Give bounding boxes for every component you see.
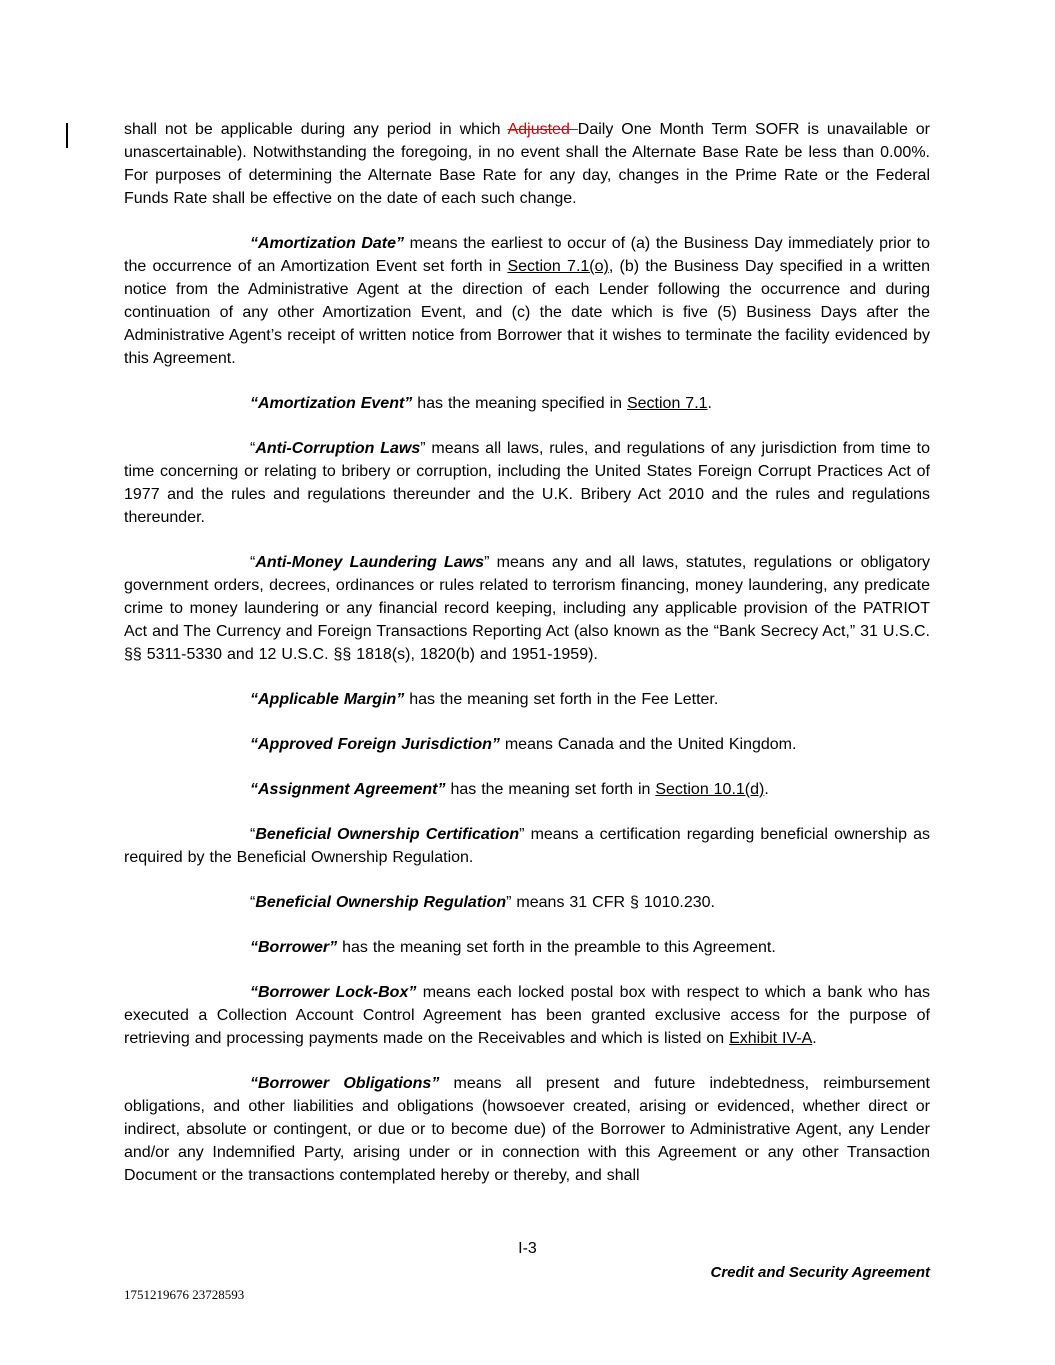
revision-change-bar [66,123,68,148]
text-run: ” means any and all laws, statutes, regulations or obligatory government orders, decrees, ordinances or rules related to terrorism financing, money laundering, any predicate crime to money laundering or any financial record keeping, including any applicable provision of the PATRIOT Act and The Currency and Foreign Transactions Reporting Act (also known as the “Bank Secrecy Act,” 31 U.S.C. §§ 5311-5330 and 12 U.S.C. §§ 1818(s), 1820(b) and 1951-1959). [124,554,930,663]
paragraph [124,733,930,756]
text-run: ” means 31 CFR § 1010.230. [506,894,715,911]
defined-term: “Applicable Margin” [250,691,405,708]
text-run: has the meaning specified in [412,395,627,412]
paragraph [124,981,930,1050]
text-run: ” means a certification regarding beneficial ownership as required by the Beneficial Ownership Regulation. [124,826,931,866]
paragraph [124,392,930,415]
text-run: has the meaning set forth in the preamble to this Agreement. [337,939,776,956]
text-run: “ [250,554,256,571]
text-run: . [707,395,712,412]
text-run: means each locked postal box with respect to which a bank who has executed a Collection Account Control Agreement has been granted exclusive access for the purpose of retrieving and processing payments made on the Receivables and which is listed on [124,984,930,1047]
text-run: means all present and future indebtedness, reimbursement obligations, and other liabilities and obligations (howsoever created, arising or evidenced, whether direct or indirect, absolute or contingent, or due or to become due) of the Borrower to Administrative Agent, any Lender and/or any Indemnified Party, arising under or in connection with this Agreement or any other Transaction Document or the transactions contemplated hereby or thereby, and shall [124,1075,930,1184]
defined-term: “Assignment Agreement” [250,781,446,798]
page-number: I-3 [518,1240,537,1257]
text-run: has the meaning set forth in [445,781,656,798]
paragraph [124,232,930,370]
cross-reference: Section 7.1(o) [507,258,609,275]
cross-reference: Exhibit IV-A [729,1030,813,1047]
defined-term: Anti-Money Laundering Laws [255,554,485,571]
defined-term: Anti-Corruption Laws [255,440,421,457]
text-run: , (b) the Business Day specified in a written notice from the Administrative Agent at the direction of each Lender following the occurrence and during continuation of any other Amortization Event, and (c) the date which is five (5) Business Days after the Administrative Agent’s receipt of written notice from Borrower that it wishes to terminate the facility evidenced by this Agreement. [124,258,930,367]
defined-term: Beneficial Ownership Regulation [255,894,507,911]
deleted-text: Adjusted [507,121,578,138]
paragraph [124,891,930,914]
paragraph [124,1072,930,1187]
text-run: has the meaning set forth in the Fee Letter. [404,691,719,708]
text-run: shall not be applicable during any period in which [124,121,508,138]
cross-reference: Section 10.1(d) [655,781,765,798]
defined-term: “Borrower Lock-Box” [250,984,417,1001]
defined-term: “Borrower Obligations” [250,1075,440,1092]
paragraph [124,437,930,529]
defined-term: “Amortization Date” [250,235,405,252]
text-run: means the earliest to occur of (a) the Business Day immediately prior to the occurrence of an Amortization Event set forth in [124,235,930,275]
footer-document-id: 1751219676 23728593 [124,1287,245,1302]
text-run: ” means all laws, rules, and regulations of any jurisdiction from time to time concerning or relating to bribery or corruption, including the United States Foreign Corrupt Practices Act of 1977 and the rules and regulations thereunder and the U.K. Bribery Act 2010 and the rules and regulations thereunder. [124,440,931,526]
cross-reference: Section 7.1 [626,395,708,412]
text-run: . [812,1030,817,1047]
paragraph [124,688,930,711]
text-run: “ [250,894,256,911]
defined-term: Beneficial Ownership Certification [255,826,520,843]
defined-term: “Approved Foreign Jurisdiction” [250,736,500,753]
text-run: Daily One Month Term SOFR is unavailable or unascertainable). Notwithstanding the foregoing, in no event shall the Alternate Base Rate be less than 0.00%. For purposes of determining the Alternate Base Rate for any day, changes in the Prime Rate or the Federal Funds Rate shall be effective on the date of each such change. [124,121,930,207]
paragraph [124,936,930,959]
text-run: means Canada and the United Kingdom. [499,736,797,753]
text-run: . [764,781,769,798]
paragraph [124,778,930,801]
defined-term: “Borrower” [250,939,338,956]
paragraph [124,118,930,210]
document-body [124,118,930,1209]
defined-term: “Amortization Event” [250,395,413,412]
text-run: “ [250,440,256,457]
footer-document-title: Credit and Security Agreement [710,1264,930,1281]
text-run: “ [250,826,256,843]
paragraph [124,823,930,869]
paragraph [124,551,930,666]
